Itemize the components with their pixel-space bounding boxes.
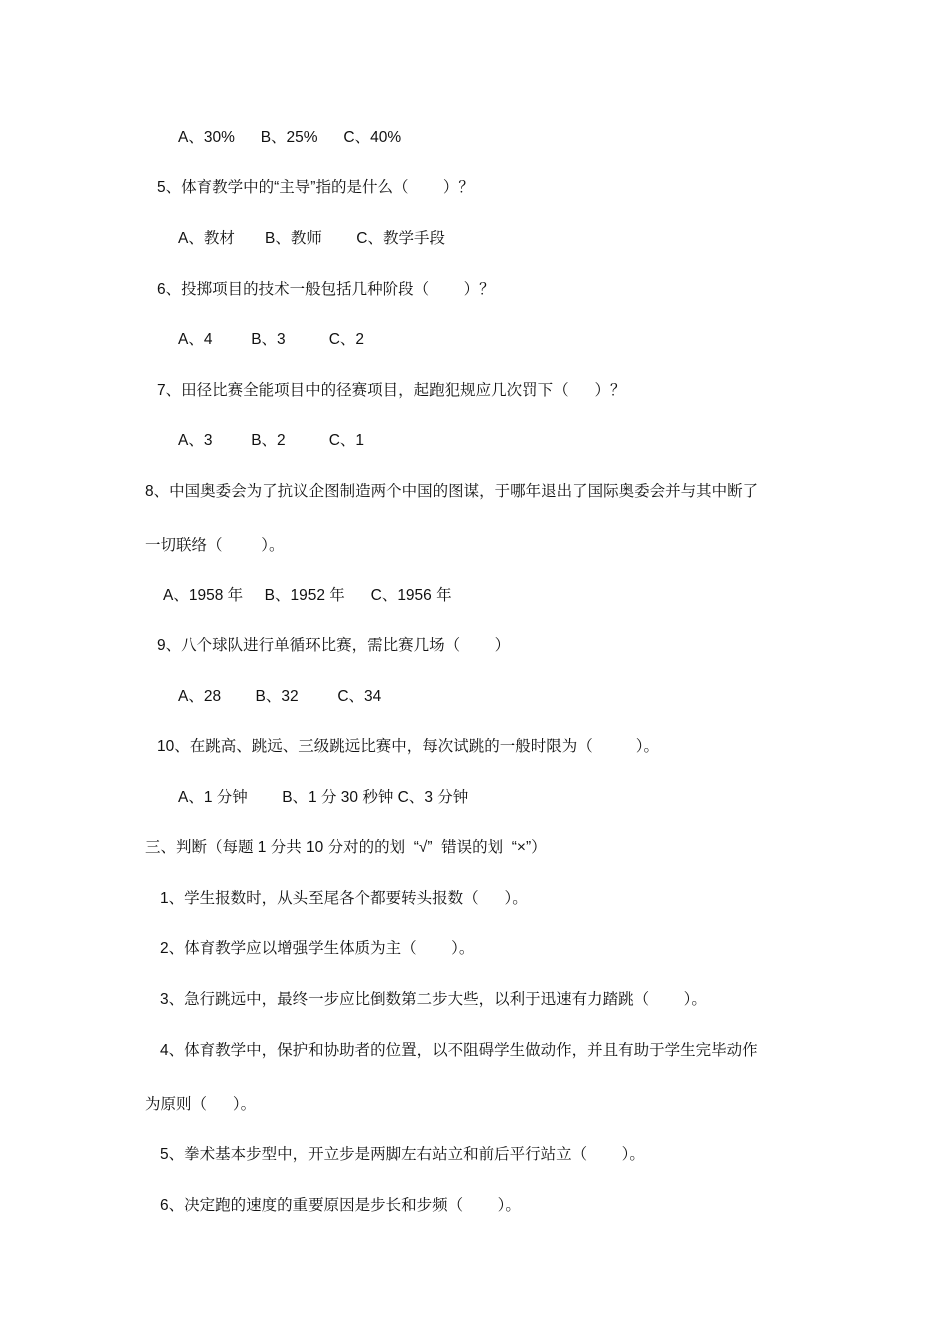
question-8-line-1: 8、中国奥委会为了抗议企图制造两个中国的图谋，于哪年退出了国际奥委会并与其中断了	[145, 483, 759, 500]
judgement-2: 2、体育教学应以增强学生体质为主（ ）。	[160, 940, 475, 957]
question-6: 6、投掷项目的技术一般包括几种阶段（ ）？	[157, 281, 495, 298]
judgement-5: 5、拳术基本步型中，开立步是两脚左右站立和前后平行站立（ ）。	[160, 1146, 645, 1163]
question-9: 9、八个球队进行单循环比赛，需比赛几场（ ）	[157, 637, 511, 654]
q8-options: A、1958 年 B、1952 年 C、1956 年	[163, 587, 452, 604]
question-5: 5、体育教学中的“主导”指的是什么（ ）？	[157, 179, 474, 196]
judgement-1: 1、学生报数时，从头至尾各个都要转头报数（ ）。	[160, 890, 528, 907]
judgement-4-line-2: 为原则（ ）。	[145, 1096, 257, 1113]
q6-options: A、4 B、3 C、2	[178, 331, 365, 348]
question-8-line-2: 一切联络（ ）。	[145, 537, 285, 554]
q10-options: A、1 分钟 B、1 分 30 秒钟 C、3 分钟	[178, 789, 469, 806]
judgement-4-line-1: 4、体育教学中，保护和协助者的位置，以不阻碍学生做动作，并且有助于学生完毕动作	[160, 1042, 758, 1059]
q5-options: A、教材 B、教师 C、教学手段	[178, 230, 445, 247]
question-7: 7、田径比赛全能项目中的径赛项目，起跑犯规应几次罚下（ ）？	[157, 382, 626, 399]
q4-options: A、30% B、25% C、40%	[178, 129, 402, 146]
section-3-title: 三、判断（每题 1 分共 10 分对的的划 “√” 错误的划 “×”）	[145, 839, 547, 856]
question-10: 10、在跳高、跳远、三级跳远比赛中，每次试跳的一般时限为（ ）。	[157, 738, 660, 755]
q9-options: A、28 B、32 C、34	[178, 688, 382, 705]
judgement-3: 3、急行跳远中，最终一步应比倒数第二步大些，以利于迅速有力踏跳（ ）。	[160, 991, 707, 1008]
judgement-6: 6、决定跑的速度的重要原因是步长和步频（ ）。	[160, 1197, 521, 1214]
q7-options: A、3 B、2 C、1	[178, 432, 365, 449]
